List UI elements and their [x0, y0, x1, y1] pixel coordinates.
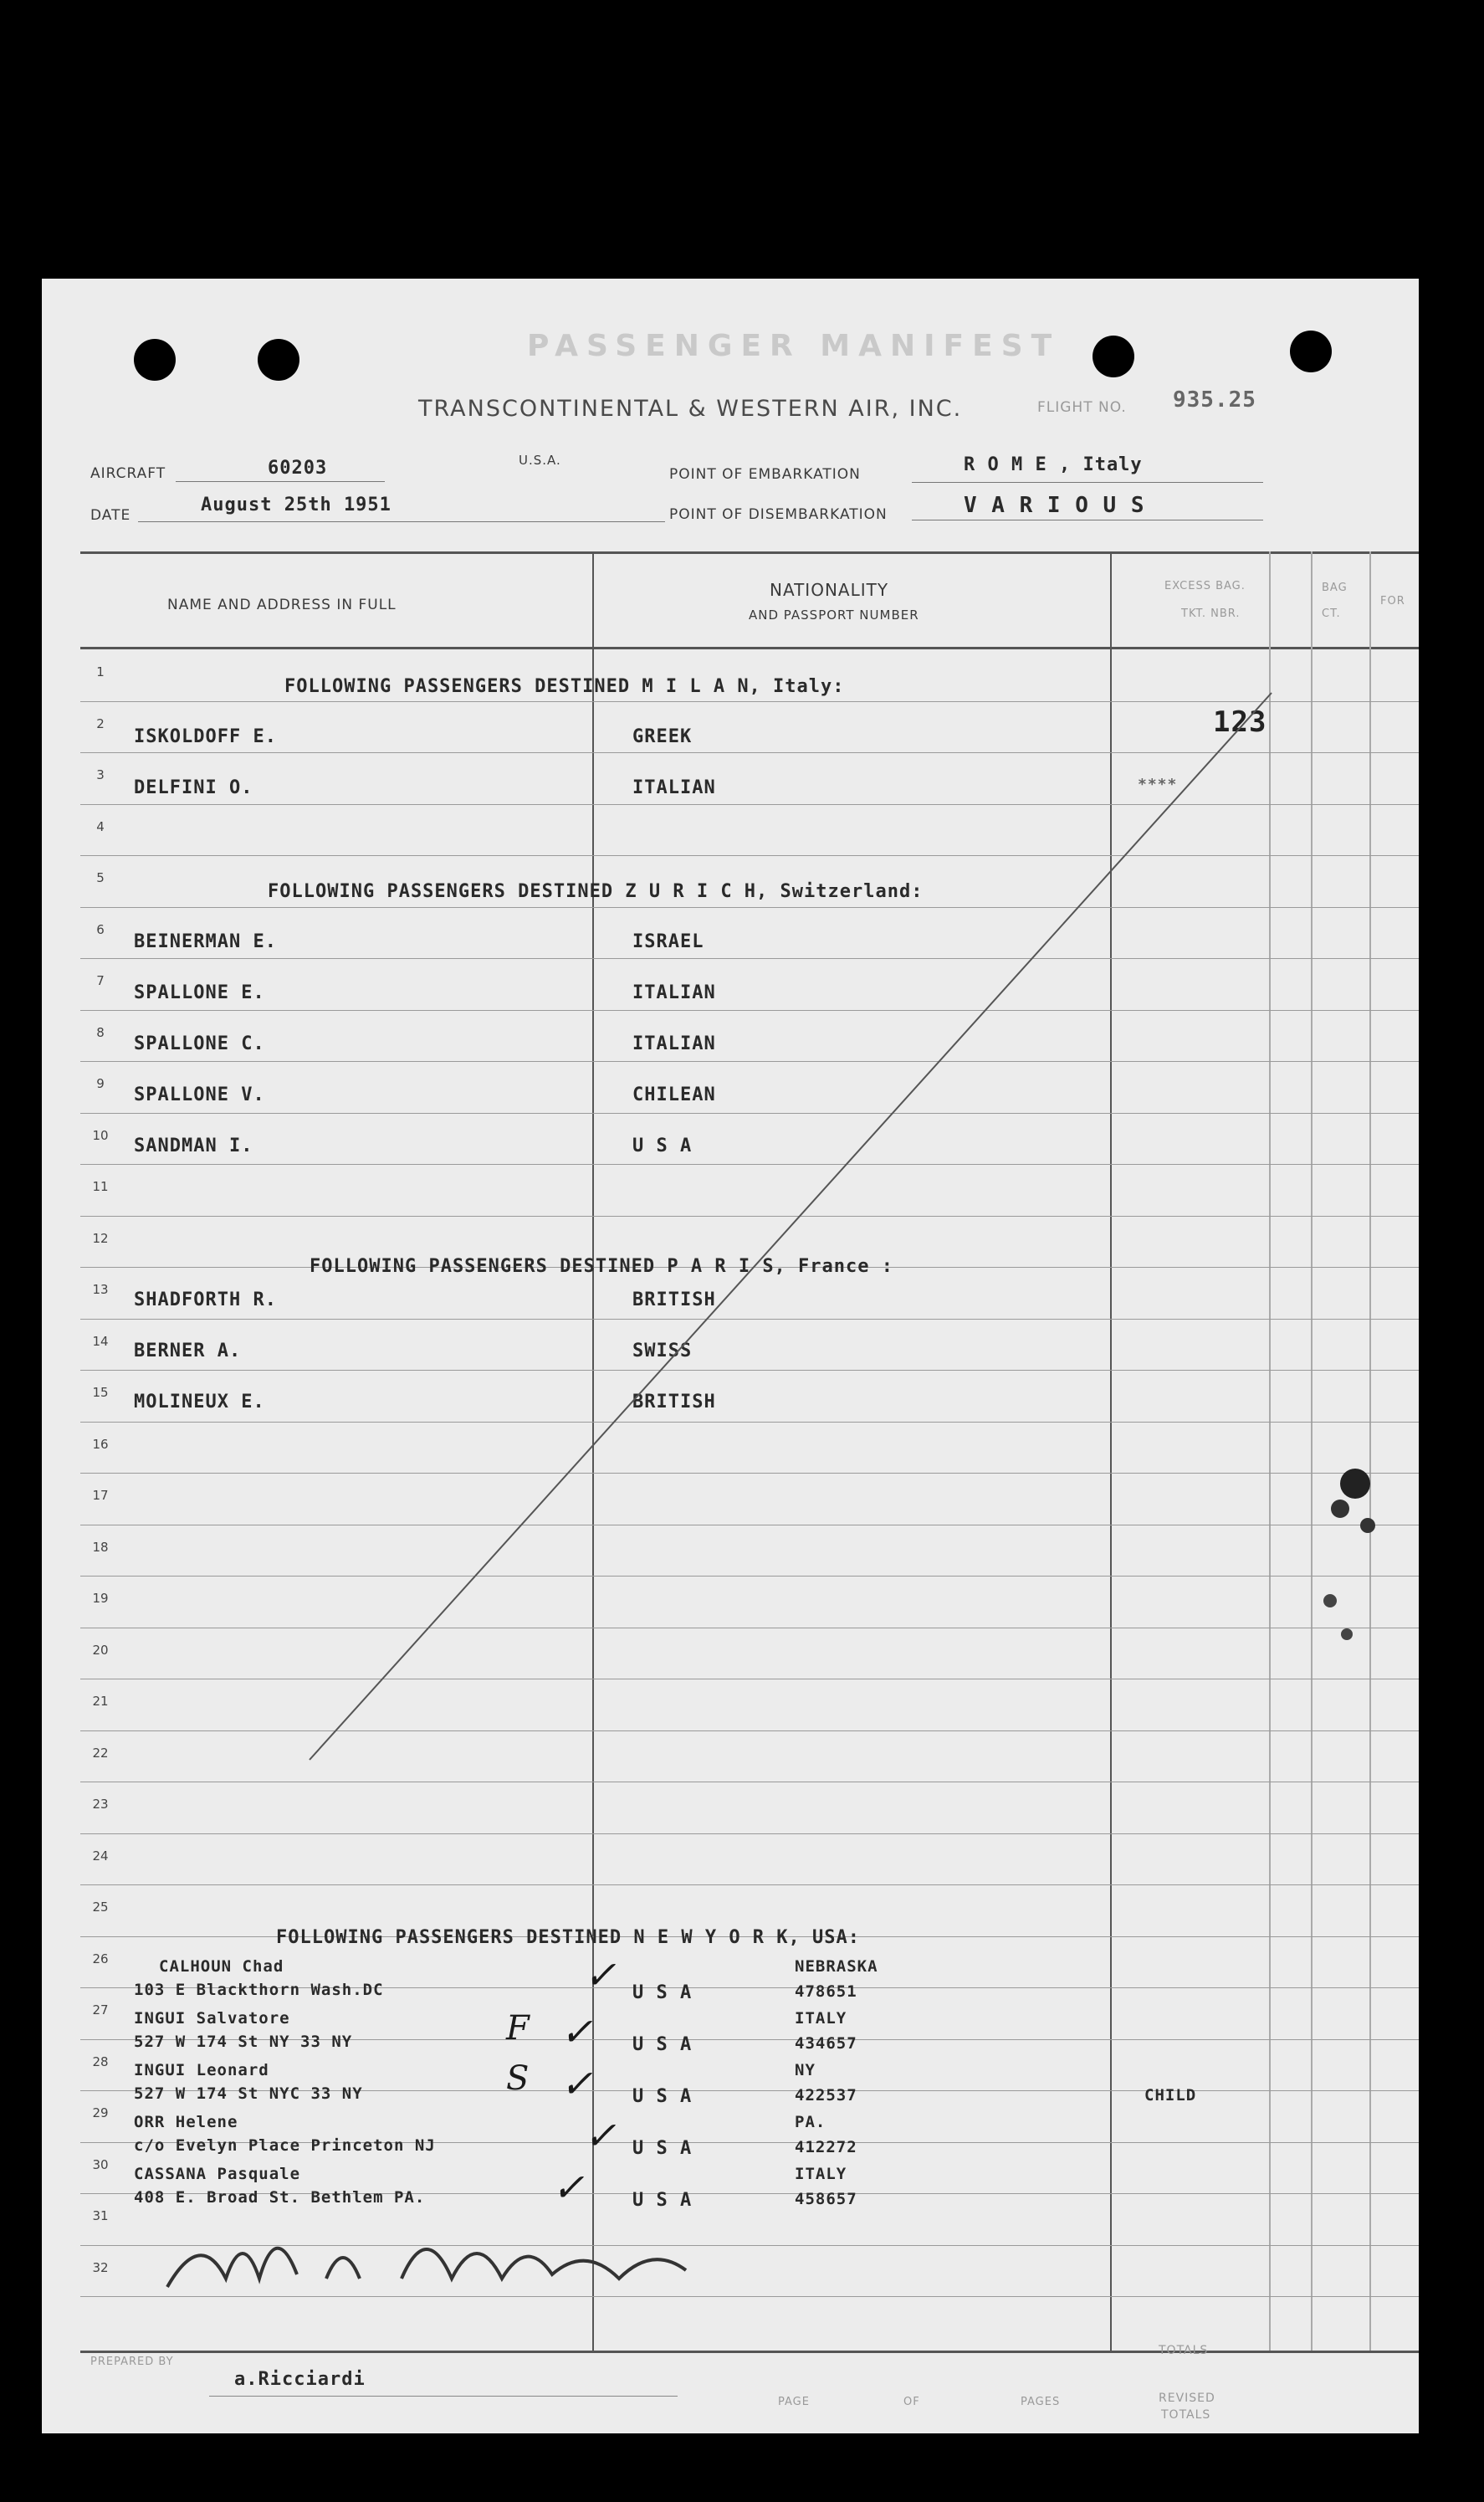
- row-number: 23: [92, 1797, 109, 1812]
- passenger-name: ISKOLDOFF E.: [134, 726, 277, 747]
- revised-label: REVISED: [1159, 2392, 1215, 2405]
- of-label: OF: [903, 2396, 920, 2408]
- group-milan: FOLLOWING PASSENGERS DESTINED M I L A N, Italy:: [284, 676, 845, 697]
- flight-date: August 25th 1951: [201, 495, 391, 515]
- col-header-excess: EXCESS BAG.: [1164, 580, 1246, 592]
- country-mark: U.S.A.: [519, 453, 561, 468]
- ny-passport-number: 434657: [795, 2034, 857, 2053]
- row-number: 2: [96, 715, 105, 731]
- date-label: DATE: [90, 507, 131, 524]
- ny-passport-number: 458657: [795, 2190, 857, 2208]
- check-mark: ✓: [584, 1952, 617, 1997]
- page-label: PAGE: [778, 2396, 810, 2408]
- pages-label: PAGES: [1021, 2396, 1061, 2408]
- ny-passport-issued: ITALY: [795, 2009, 847, 2028]
- row-number: 26: [92, 1951, 109, 1966]
- ny-passport-issued: NEBRASKA: [795, 1957, 878, 1976]
- row-number: 7: [96, 973, 105, 988]
- passenger-nationality: ITALIAN: [632, 1033, 716, 1054]
- check-mark: ✓: [584, 2113, 617, 2158]
- group-zurich: FOLLOWING PASSENGERS DESTINED Z U R I C H, Switzerland:: [268, 881, 924, 902]
- passenger-nationality: ISRAEL: [632, 931, 704, 952]
- check-mark: ✓: [552, 2165, 585, 2210]
- stars-mark: ****: [1138, 776, 1178, 793]
- row-number: 22: [92, 1745, 109, 1761]
- row-number: 10: [92, 1127, 109, 1143]
- passenger-nationality: SWISS: [632, 1341, 693, 1361]
- handwritten-s: S: [506, 2059, 530, 2098]
- revised-totals-label: TOTALS: [1161, 2408, 1211, 2422]
- row-number: 9: [96, 1076, 105, 1091]
- row-number: 29: [92, 2105, 109, 2120]
- row-number: 28: [92, 2053, 109, 2069]
- row-number: 15: [92, 1385, 109, 1400]
- ny-passenger-address: 527 W 174 St NYC 33 NY: [134, 2084, 363, 2103]
- prepared-label: PREPARED BY: [90, 2356, 174, 2368]
- row-number: 5: [96, 870, 105, 885]
- ny-passport-issued: ITALY: [795, 2165, 847, 2183]
- ny-passenger-name: CALHOUN Chad: [159, 1957, 284, 1976]
- ny-passport-issued: PA.: [795, 2113, 826, 2131]
- manifest-title: PASSENGER MANIFEST: [527, 329, 1061, 363]
- row-number: 3: [96, 767, 105, 782]
- footer-top-rule: [80, 2351, 1419, 2353]
- ny-passenger-nationality: U S A: [632, 2190, 693, 2211]
- passenger-name: SPALLONE C.: [134, 1033, 265, 1054]
- col-header-for: FOR: [1380, 595, 1405, 608]
- ny-passenger-name: ORR Helene: [134, 2113, 238, 2131]
- ny-passenger-address: 527 W 174 St NY 33 NY: [134, 2033, 353, 2051]
- row-number: 17: [92, 1488, 109, 1503]
- ny-passenger-nationality: U S A: [632, 2138, 693, 2159]
- ny-passenger-nationality: U S A: [632, 2034, 693, 2055]
- passenger-nationality: GREEK: [632, 726, 693, 747]
- col-header-nationality: NATIONALITY: [770, 580, 889, 600]
- ny-passport-number: 478651: [795, 1982, 857, 2001]
- check-mark: ✓: [560, 2009, 593, 2054]
- row-number: 18: [92, 1539, 109, 1555]
- passenger-nationality: BRITISH: [632, 1289, 716, 1310]
- passenger-name: SHADFORTH R.: [134, 1289, 277, 1310]
- passenger-nationality: BRITISH: [632, 1392, 716, 1413]
- ny-passenger-name: INGUI Salvatore: [134, 2009, 290, 2028]
- diagonal-strike-line: [42, 279, 1419, 2433]
- passenger-nationality: U S A: [632, 1136, 693, 1156]
- ny-passport-issued: NY: [795, 2061, 816, 2079]
- group-newyork: FOLLOWING PASSENGERS DESTINED N E W Y O R K, USA:: [276, 1927, 861, 1948]
- passenger-name: SPALLONE E.: [134, 982, 265, 1003]
- row-number: 16: [92, 1436, 109, 1452]
- group-paris: FOLLOWING PASSENGERS DESTINED P A R I S, France :: [310, 1256, 894, 1277]
- totals-label: TOTALS: [1159, 2344, 1209, 2357]
- row-number: 14: [92, 1333, 109, 1349]
- ny-passenger-address: 408 E. Broad St. Bethlem PA.: [134, 2188, 426, 2207]
- check-mark: ✓: [560, 2061, 593, 2106]
- row-number: 21: [92, 1694, 109, 1709]
- row-number: 32: [92, 2259, 109, 2275]
- passenger-name: BERNER A.: [134, 1341, 242, 1361]
- col-header-name: NAME AND ADDRESS IN FULL: [167, 597, 397, 613]
- col-header-ticket: TKT. NBR.: [1181, 608, 1241, 620]
- passenger-name: SANDMAN I.: [134, 1136, 253, 1156]
- ny-passenger-note: CHILD: [1144, 2086, 1197, 2105]
- disembarkation-label: POINT OF DISEMBARKATION: [669, 506, 888, 523]
- col-header-passport: AND PASSPORT NUMBER: [749, 608, 919, 623]
- row-number: 27: [92, 2002, 109, 2017]
- row-number: 1: [96, 664, 105, 679]
- row-number: 13: [92, 1282, 109, 1297]
- row-number: 31: [92, 2208, 109, 2223]
- passenger-nationality: CHILEAN: [632, 1084, 716, 1105]
- ny-passenger-nationality: U S A: [632, 2086, 693, 2107]
- row-number: 12: [92, 1230, 109, 1246]
- embarkation-value: R O M E , Italy: [964, 454, 1143, 475]
- prepared-by: a.Ricciardi: [234, 2369, 366, 2390]
- passenger-name: BEINERMAN E.: [134, 931, 277, 952]
- row-number: 20: [92, 1642, 109, 1658]
- prepared-underline: [209, 2396, 678, 2397]
- row-number: 11: [92, 1179, 109, 1194]
- embarkation-label: POINT OF EMBARKATION: [669, 466, 861, 483]
- aircraft-number: 60203: [268, 458, 328, 479]
- disembarkation-value: V A R I O U S: [964, 493, 1145, 518]
- ny-passenger-address: c/o Evelyn Place Princeton NJ: [134, 2136, 436, 2155]
- row-number: 8: [96, 1024, 105, 1040]
- ny-passenger-nationality: U S A: [632, 1982, 693, 2003]
- flight-number: 935.25: [1173, 387, 1256, 413]
- aircraft-label: AIRCRAFT: [90, 465, 166, 482]
- ny-passenger-address: 103 E Blackthorn Wash.DC: [134, 1981, 384, 1999]
- passenger-nationality: ITALIAN: [632, 777, 716, 798]
- handwritten-f: F: [506, 2009, 530, 2048]
- signature: [151, 2195, 719, 2312]
- row-number: 4: [96, 818, 105, 834]
- ink-smudge: [1297, 1417, 1419, 1668]
- passenger-name: MOLINEUX E.: [134, 1392, 265, 1413]
- passenger-nationality: ITALIAN: [632, 982, 716, 1003]
- row-number: 24: [92, 1848, 109, 1864]
- col-header-bag: BAG: [1322, 582, 1348, 594]
- col-header-ct: CT.: [1322, 608, 1341, 620]
- row-number: 19: [92, 1591, 109, 1606]
- ny-passenger-name: CASSANA Pasquale: [134, 2165, 301, 2183]
- flight-label: FLIGHT NO.: [1037, 399, 1127, 416]
- passenger-name: DELFINI O.: [134, 777, 253, 798]
- row-number: 25: [92, 1900, 109, 1915]
- passenger-name: SPALLONE V.: [134, 1084, 265, 1105]
- row-number: 30: [92, 2156, 109, 2172]
- manifest-sheet: [42, 279, 1419, 2433]
- company-name: TRANSCONTINENTAL & WESTERN AIR, INC.: [418, 396, 963, 422]
- ny-passport-number: 412272: [795, 2138, 857, 2156]
- row-number: 6: [96, 921, 105, 937]
- margin-note: 123: [1213, 705, 1267, 739]
- ny-passenger-name: INGUI Leonard: [134, 2061, 269, 2079]
- ny-passport-number: 422537: [795, 2086, 857, 2105]
